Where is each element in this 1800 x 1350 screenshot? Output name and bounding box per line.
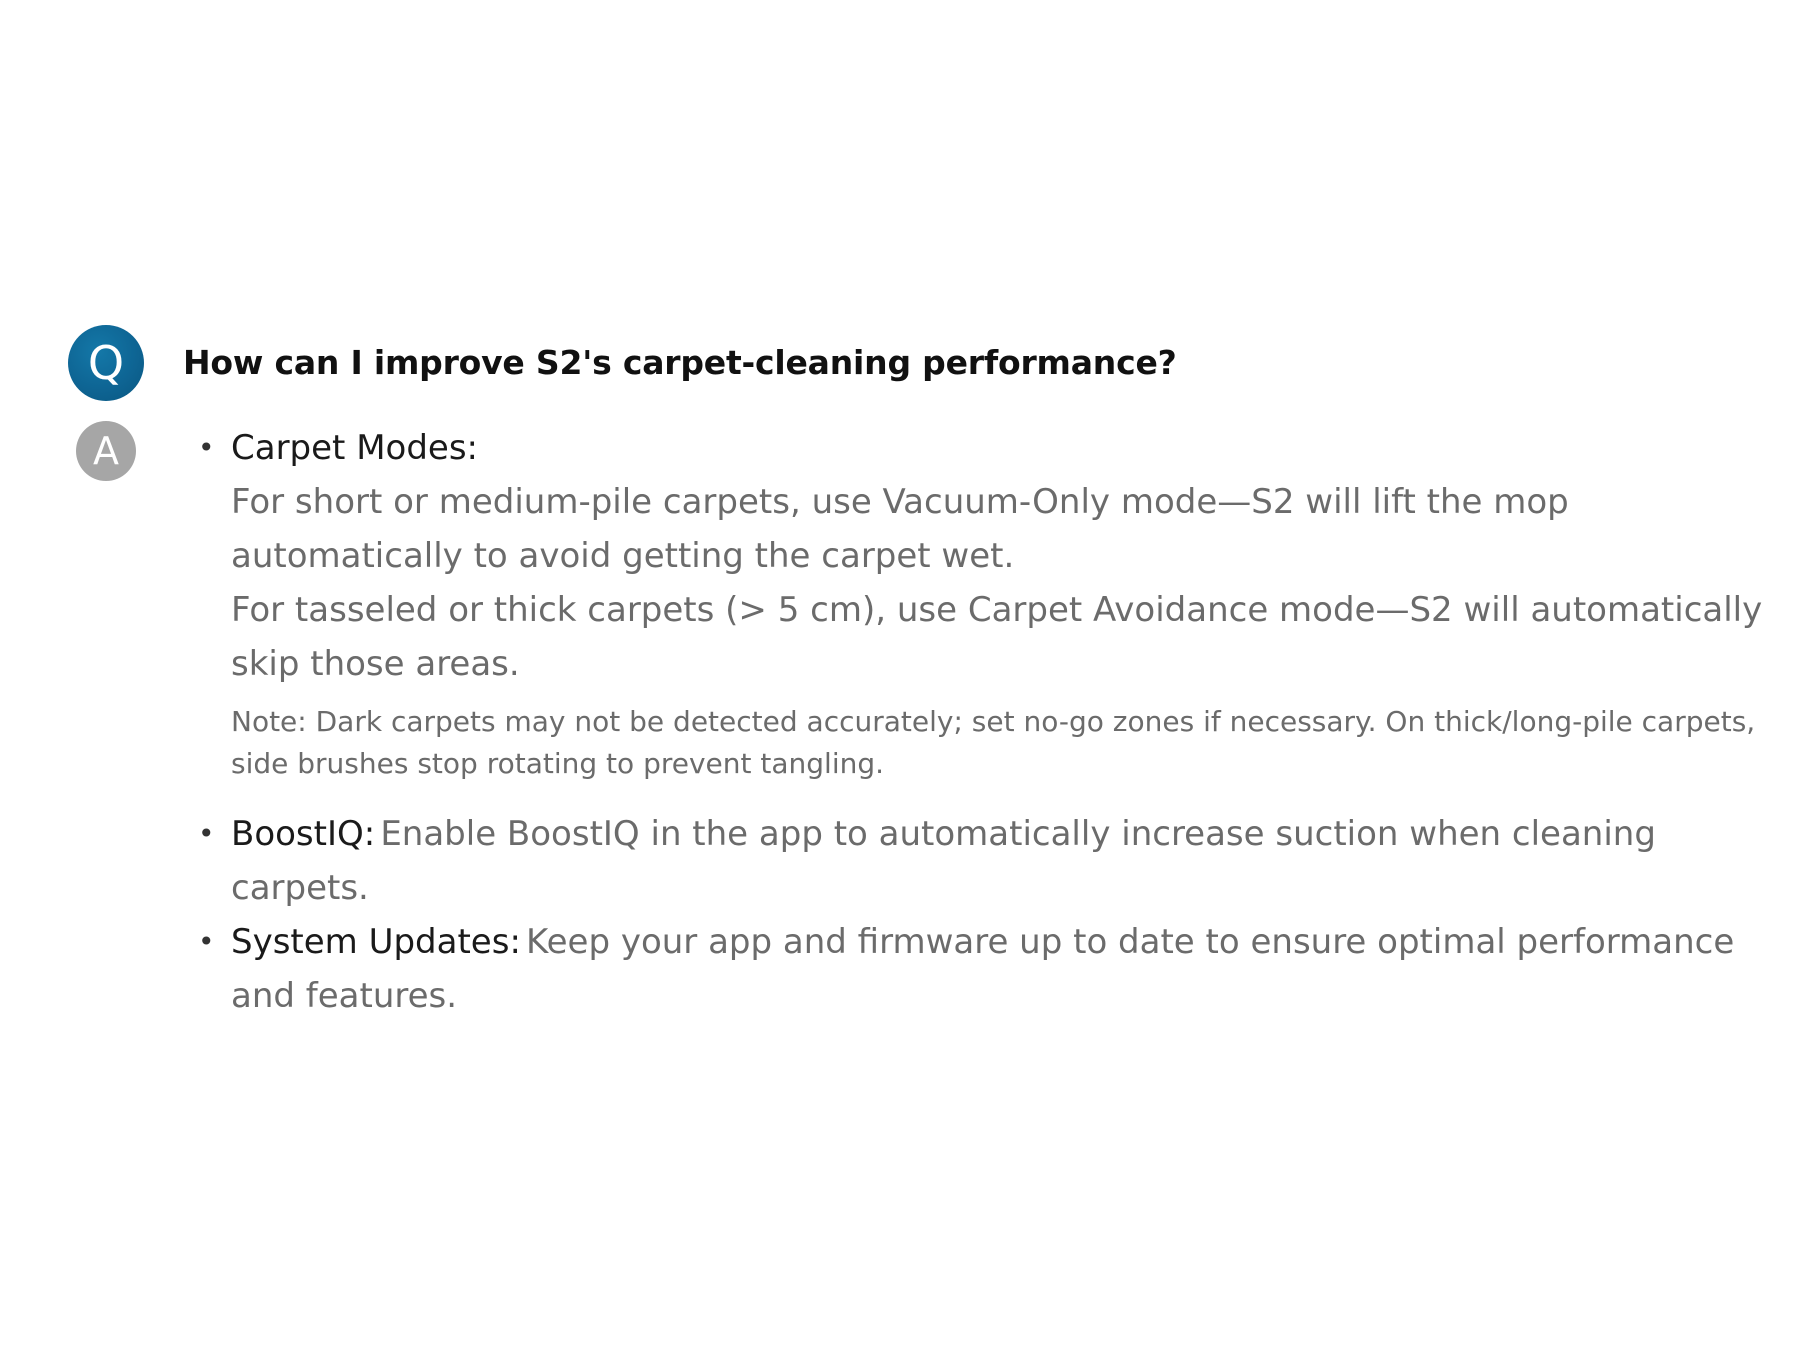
- answer-badge-letter: A: [93, 429, 119, 473]
- boostiq-label: BoostIQ:: [231, 814, 376, 854]
- bullet-icon: •: [198, 925, 215, 958]
- question-row: [68, 325, 1768, 401]
- system-updates-label: System Updates:: [231, 922, 521, 962]
- carpet-modes-label: Carpet Modes:: [231, 428, 478, 468]
- carpet-modes-note: Note: Dark carpets may not be detected accurately; set no-go zones if necessary. On thick/long-pile carpets, side brushes stop rotating to prevent tangling.: [231, 705, 1756, 780]
- question-badge-letter: Q: [87, 336, 125, 390]
- question-badge-icon: [68, 325, 144, 401]
- list-item-boostiq: [198, 807, 1768, 915]
- carpet-modes-line-1: For short or medium-pile carpets, use Vacuum-Only mode—S2 will lift the mop automatically to avoid getting the carpet wet.: [231, 482, 1569, 576]
- answer-list: [68, 421, 1768, 1023]
- bullet-icon: •: [198, 817, 215, 850]
- faq-item: [68, 325, 1768, 1023]
- list-item-system-updates: [198, 915, 1768, 1023]
- carpet-modes-line-2: For tasseled or thick carpets (> 5 cm), use Carpet Avoidance mode—S2 will automatically skip those areas.: [231, 590, 1763, 684]
- list-item-carpet-modes: [198, 421, 1768, 785]
- answer-row: [68, 421, 1768, 1023]
- bullet-icon: •: [198, 431, 215, 464]
- system-updates-text: Keep your app and firmware up to date to ensure optimal performance and features.: [231, 922, 1735, 1016]
- boostiq-text: Enable BoostIQ in the app to automatically increase suction when cleaning carpets.: [231, 814, 1656, 908]
- question-text: How can I improve S2's carpet-cleaning performance?: [183, 343, 1177, 382]
